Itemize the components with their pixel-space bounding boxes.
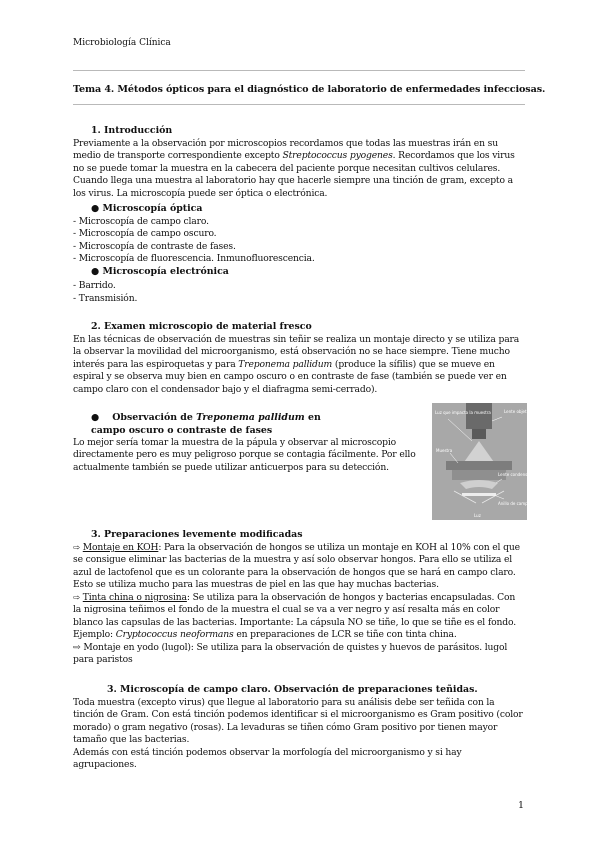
intro-paragraph: Previamente a la observación por microscopios recordamos que todas las muestras irán en su medio de transporte correspondiente excepto Streptococcus pyogenes. Recordamos que los virus no se puede tomar la muestra en la cabecera del paciente porque necesitan cultivos celulares. Cuando llega una muestra al laboratorio hay que hacerle siempre una tinción de gram, excepto a los virus. La microscopía puede ser óptica o electrónica. xyxy=(73,138,515,199)
electron-item: - Transmisión. xyxy=(73,293,138,304)
electron-item: - Barrido. xyxy=(73,280,116,291)
treponema-paragraph: Lo mejor sería tomar la muestra de la pápula y observar al microscopio directamente pero es muy peligroso porque se contagia fácilmente. Por ello actualmente también se puede utilizar anticuerpos para su detección. xyxy=(73,437,416,473)
darkfield-microscope-figure xyxy=(432,403,545,520)
heading-preparaciones: 3. Preparaciones levemente modificadas xyxy=(91,529,303,540)
objective-lens-body xyxy=(466,403,492,429)
darkfield-diagram xyxy=(432,403,545,520)
objective-tip xyxy=(472,429,486,439)
slide-stage xyxy=(446,461,512,470)
bullet-treponema-observation: ● Observación de Treponema pallidum en campo oscuro o contraste de fases xyxy=(91,412,321,436)
bullet-optical-microscopy: ● Microscopía óptica xyxy=(91,203,203,214)
page-title: Tema 4. Métodos ópticos para el diagnóstico de laboratorio de enfermedades infecciosas. xyxy=(73,84,546,95)
india-ink-paragraph: ⇨ Tinta china o nigrosina: Se utiliza para la observación de hongos y bacterias encapsuladas. Con la nigrosina teñimos el fondo de la muestra el cual se va a ver negro y así resalta más en color blanco las capsulas de las bacterias. Importante: La cápsula NO se tiñe, lo que se tiñe es el fondo. Ejemplo: Cryptococcus neoformans en preparaciones de LCR se tiñe con tinta china. xyxy=(73,592,516,641)
label-sample: Muestra xyxy=(436,448,453,453)
label-condenser: Lente condensadora xyxy=(498,472,539,477)
optical-item: - Microscopía de campo claro. xyxy=(73,216,209,227)
heading-examen-fresco: 2. Examen microscopio de material fresco xyxy=(91,321,312,332)
label-ring: Anillo de campo oscuro xyxy=(498,501,545,506)
optical-item: - Microscopía de fluorescencia. Inmunofluorescencia. xyxy=(73,253,315,264)
bullet-electron-microscopy: ● Microscopía electrónica xyxy=(91,266,229,277)
label-base: Luz xyxy=(474,513,481,518)
label-light: Luz que impacta la muestra xyxy=(435,410,491,415)
label-lens: Lente objetivo xyxy=(504,409,533,414)
darkfield-ring xyxy=(462,493,496,496)
title-top-rule xyxy=(73,70,525,71)
morphology-paragraph: Además con está tinción podemos observar la morfología del microorganismo y si hay agrupaciones. xyxy=(73,747,462,771)
page-number: 1 xyxy=(518,800,525,811)
fresh-exam-paragraph: En las técnicas de observación de muestras sin teñir se realiza un montaje directo y se utiliza para la observar la movilidad del microorganismo, está observación no se hace siempre. Tiene mucho interés para las espiroquetas y para Treponema pallidum (produce la sífilis) que se mueve en espiral y se observa muy bien en campo oscuro o en contraste de fase (también se puede ver en campo claro con el condensador bajo y el diafragma semi-cerrado). xyxy=(73,334,520,395)
heading-introduccion: 1. Introducción xyxy=(91,125,173,136)
optical-item: - Microscopía de contraste de fases. xyxy=(73,241,236,252)
koh-paragraph: ⇨ Montaje en KOH: Para la observación de hongos se utiliza un montaje en KOH al 10% con el que se consigue eliminar las bacterias de la muestra y así solo observar hongos. Para ello se utiliza el azul de lactofenol que es un colorante para la observación de hongos que se hará en campo claro. Esto se utiliza mucho para las muestras de piel en las que hay muchas bacterias. xyxy=(73,542,520,591)
iodine-paragraph: ⇨ Montaje en yodo (lugol): Se utiliza para la observación de quistes y huevos de parásitos. lugol para paristos xyxy=(73,642,508,666)
title-bottom-rule xyxy=(73,104,525,105)
heading-campo-claro: 3. Microscopía de campo claro. Observación de preparaciones teñidas. xyxy=(107,684,478,695)
optical-item: - Microscopía de campo oscuro. xyxy=(73,228,217,239)
gram-paragraph: Toda muestra (excepto virus) que llegue al laboratorio para su análisis debe ser teñida con la tinción de Gram. Con está tinción podemos identificar si el microorganismo es Gram positivo (color morado) o gram negativo (rosas). La levaduras se tiñen cómo Gram positivo por tienen mayor tamaño que las bacterias. xyxy=(73,697,523,746)
course-header: Microbiología Clínica xyxy=(73,38,171,48)
